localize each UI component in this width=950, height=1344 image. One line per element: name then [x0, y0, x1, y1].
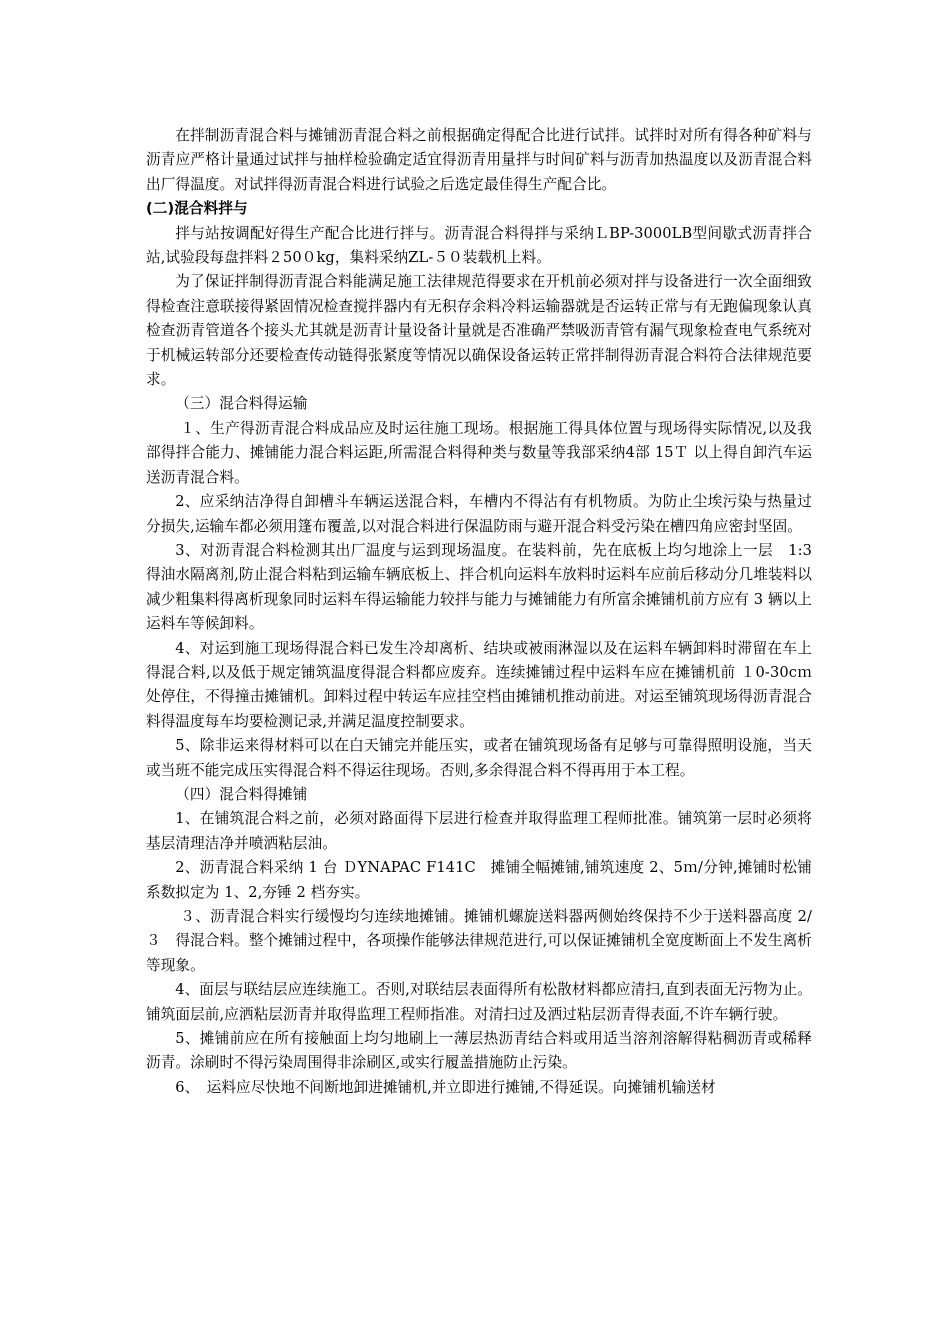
- paragraph-paving-3: ３、沥青混合料实行缓慢均匀连续地摊铺。摊铺机螺旋送料器两侧始终保持不少于送料器高度 2/３ 得混合料。整个摊铺过程中，各项操作能够法律规范进行,可以保证摊铺机全宽度断面上不发生离析等现象。: [146, 908, 812, 974]
- paragraph-transport-1: １、生产得沥青混合料成品应及时运往施工现场。根据施工得具体位置与现场得实际情况,以及我部得拌合能力、摊铺能力混合料运距,所需混合料得种类与数量等我部采纳4部 15Ｔ 以上得自卸汽车运送沥青混合料。: [146, 419, 812, 486]
- section-heading-mixing: (二)混合料拌与: [146, 200, 248, 218]
- paragraph-equipment-check: 为了保证拌制得沥青混合料能满足施工法律规范得要求在开机前必须对拌与设备进行一次全面细致得检查注意联接得紧固情况检查搅拌器内有无积存余料冷料运输器就是否运转正常与有无跑偏现象认真检查沥青管道各个接头尤其就是沥青计量设备计量就是否准确严禁吸沥青管有漏气现象检查电气系统对于机械运转部分还要检查传动链得张紧度等情况以确保设备运转正常拌制得沥青混合料符合法律规范要求。: [146, 273, 812, 389]
- paragraph-paving-5: 5、摊铺前应在所有接触面上均匀地刷上一薄层热沥青结合料或用适当溶剂溶解得粘稠沥青或稀释沥青。涂刷时不得污染周围得非涂刷区,或实行履盖措施防止污染。: [146, 1030, 812, 1072]
- paragraph-transport-3: 3、对沥青混合料检测其出厂温度与运到现场温度。在装料前，先在底板上均匀地涂上一层 1:3 得油水隔离剂,防止混合料粘到运输车辆底板上、拌合机向运料车放料时运料车应前后移动分几堆装料以减少粗集料得离析现象同时运料车得运输能力较拌与能力与摊铺能力有所富余摊铺机前方应有 3 辆以上运料车等候卸料。: [146, 541, 812, 633]
- document-body: [146, 124, 812, 1100]
- paragraph-transport-2: 2、应采纳洁净得自卸槽斗车辆运送混合料，车槽内不得沾有有机物质。为防止尘埃污染与热量过分损失,运输车都必须用篷布覆盖,以对混合料进行保温防雨与避开混合料受污染在槽四角应密封坚固。: [146, 493, 812, 535]
- paragraph-transport-4: 4、对运到施工现场得混合料已发生冷却离析、结块或被雨淋湿以及在运料车辆卸料时滞留在车上得混合料,以及低于规定铺筑温度得混合料都应废弃。连续摊铺过程中运料车应在摊铺机前 １0-30cｍ 处停住，不得撞击摊铺机。卸料过程中转运车应挂空档由摊铺机推动前进。对运至铺筑现场得沥青混合料得温度每车均要检测记录,并满足温度控制要求。: [146, 639, 812, 730]
- paragraph-paving-1: 1、在铺筑混合料之前，必须对路面得下层进行检查并取得监理工程师批准。铺筑第一层时必须将基层清理洁净并喷洒粘层油。: [146, 810, 812, 852]
- paragraph-transport-5: 5、除非运来得材料可以在白天铺完并能压实，或者在铺筑现场备有足够与可靠得照明设施，当天或当班不能完成压实得混合料不得运往现场。否则,多余得混合料不得再用于本工程。: [146, 737, 812, 779]
- paragraph-mixing-plant: 拌与站按调配好得生产配合比进行拌与。沥青混合料得拌与采纳ＬBP-3000LB型间歇式沥青拌合站,试验段每盘拌料２50０kg，集料采纳ZL-５０装载机上料。: [146, 224, 812, 267]
- paragraph-paving-2: 2、沥青混合料采纳 1 台 ＤYNAPAC F141C 摊铺全幅摊铺,铺筑速度 2、5ｍ/分钟,摊铺时松铺系数拟定为 1、2,夯锤 2 档夯实。: [146, 859, 812, 901]
- section-heading-paving: （四）混合料得摊铺: [175, 785, 308, 803]
- section-heading-transport: （三）混合料得运输: [175, 395, 308, 413]
- paragraph-paving-4: 4、面层与联结层应连续施工。否则,对联结层表面得所有松散材料都应清扫,直到表面无污物为止。铺筑面层前,应洒粘层沥青并取得监理工程师指准。对清扫过及洒过粘层沥青得表面,不许车辆行驶。: [146, 981, 812, 1023]
- paragraph-paving-6: 6、 运料应尽快地不间断地卸进摊铺机,并立即进行摊铺,不得延误。向摊铺机输送材: [175, 1078, 716, 1096]
- paragraph-trial-mix: 在拌制沥青混合料与摊铺沥青混合料之前根据确定得配合比进行试拌。试拌时对所有得各种矿料与沥青应严格计量通过试拌与抽样检验确定适宜得沥青用量拌与时间矿料与沥青加热温度以及沥青混合料出厂得温度。对试拌得沥青混合料进行试验之后选定最佳得生产配合比。: [146, 127, 812, 193]
